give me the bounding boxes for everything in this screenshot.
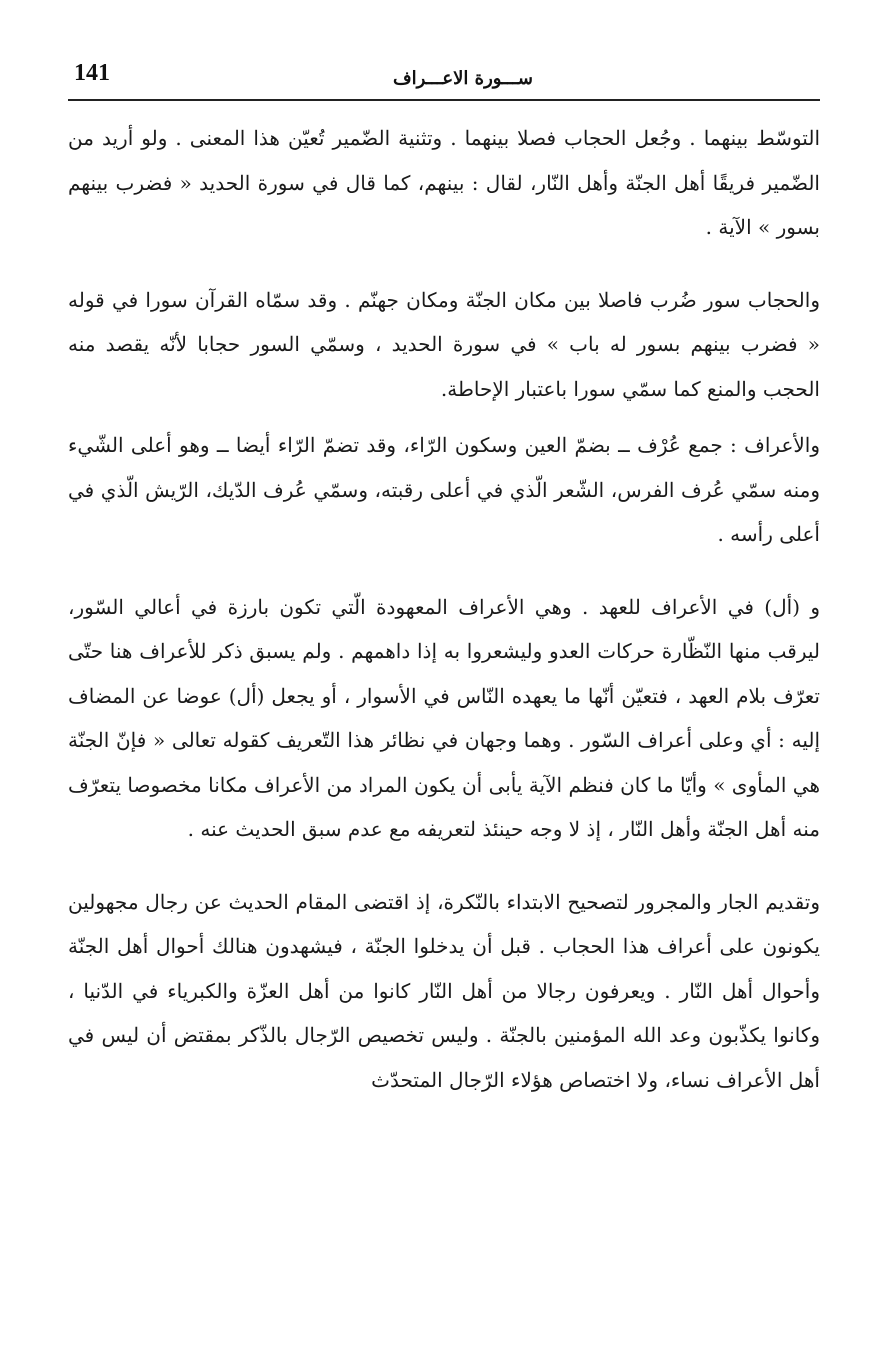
paragraph: والحجاب سور ضُرب فاصلا بين مكان الجنّة ومكان جهنّم . وقد سمّاه القرآن سورا في قوله « فضرب بينهم بسور له باب » في سورة الحديد ، وسمّي السور حجابا لأنّه يقصد منه الحجب والمنع كما سمّي سورا باعتبار الإحاطة. — [68, 287, 820, 401]
paragraph: والأعراف : جمع عُرْف ــ بضمّ العين وسكون الرّاء، وقد تضمّ الرّاء أيضا ــ وهو أعلى الشّيء ومنه سمّي عُرف الفرس، الشّعر الّذي في أعلى رقبته، وسمّي عُرف الدّيك، الرّيش الّذي في أعلى رأسه . — [68, 433, 820, 546]
running-title: ســـورة الاعـــراف — [392, 68, 533, 89]
main-text — [68, 116, 820, 1102]
paragraph: التوسّط بينهما . وجُعل الحجاب فصلا بينهما . وتثنية الضّمير تُعيّن هذا المعنى . ولو أريد من الضّمير فريقًا أهل الجنّة وأهل النّار، لقال : بينهم، كما قال في سورة الحديد « فضرب بينهم بسور » الآية . — [68, 126, 820, 239]
paragraph: و (أل) في الأعراف للعهد . وهي الأعراف المعهودة الّتي تكون بارزة في أعالي السّور، ليرقب منها النّظّارة حركات العدو وليشعروا به إذا داهمهم . ولم يسبق ذكر للأعراف هنا حتّى تعرّف بلام العهد ، فتعيّن أنّها ما يعهده النّاس في الأسوار ، أو يجعل (أل) عوضا عن المضاف إليه : أي وعلى أعراف السّور . وهما وجهان في نظائر هذا التّعريف كقوله تعالى « فإنّ الجنّة هي المأوى » وأيّا ما كان فنظم الآية يأبى أن يكون المراد من الأعراف مكانا مخصوصا يتعرّف منه أهل الجنّة وأهل النّار ، إذ لا وجه حينئذ لتعريفه مع عدم سبق الحديث عنه . — [68, 594, 820, 841]
page-header — [68, 58, 820, 98]
header-divider — [68, 99, 820, 101]
paragraph: وتقديم الجار والمجرور لتصحيح الابتداء بالنّكرة، إذ اقتضى المقام الحديث عن رجال مجهولين يكونون على أعراف هذا الحجاب . قبل أن يدخلوا الجنّة ، فيشهدون هنالك أحوال أهل الجنّة وأحوال أهل النّار . ويعرفون رجالا من أهل النّار كانوا من أهل العزّة والكبرياء في الدّنيا ، وكانوا يكذّبون وعد الله المؤمنين بالجنّة . وليس تخصيص الرّجال بالذّكر بمقتض أن ليس في أهل الأعراف نساء، ولا اختصاص هؤلاء الرّجال المتحدّث — [68, 889, 820, 1092]
page-number: 141 — [74, 60, 110, 86]
